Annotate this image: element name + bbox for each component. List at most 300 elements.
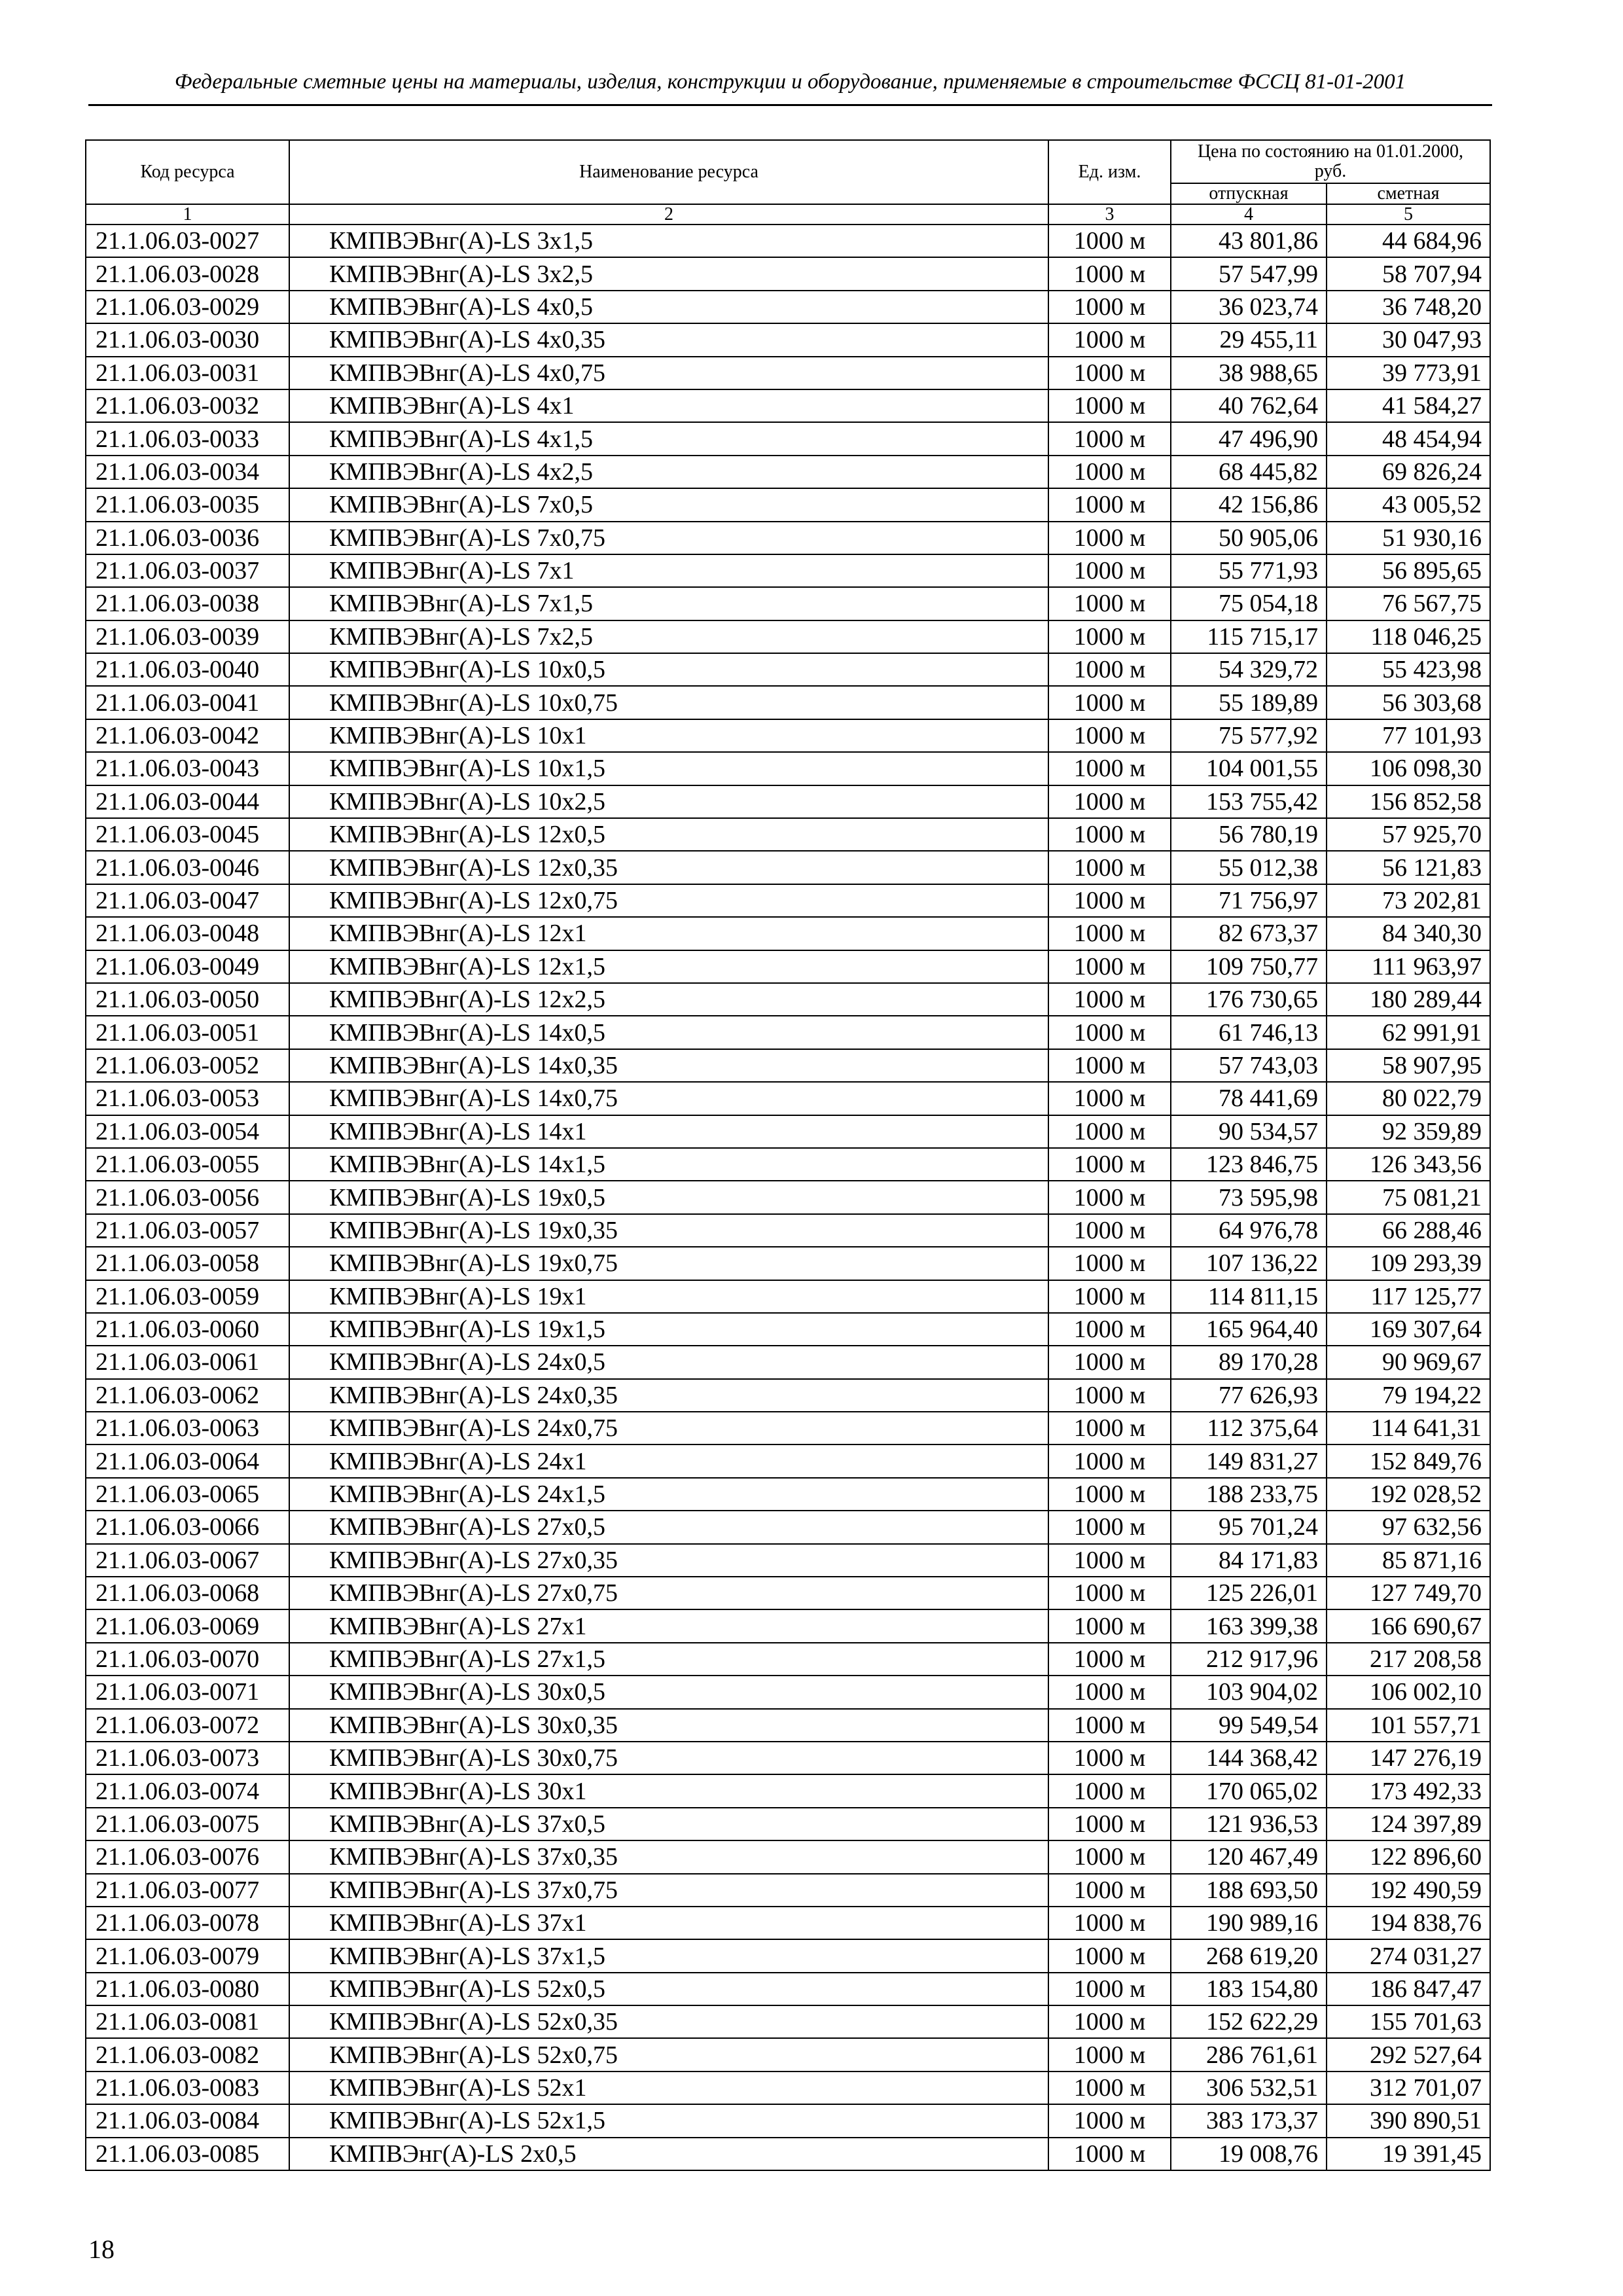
resource-name: КМПВЭВнг(A)-LS 12х0,75 xyxy=(289,884,1048,917)
unit-of-measure: 1000 м xyxy=(1048,1808,1171,1840)
table-row xyxy=(86,983,1490,1016)
estimate-price: 156 852,58 xyxy=(1327,785,1490,818)
resource-code: 21.1.06.03-0044 xyxy=(86,785,289,818)
resource-code: 21.1.06.03-0051 xyxy=(86,1016,289,1049)
release-price: 42 156,86 xyxy=(1171,488,1327,521)
column-number: 3 xyxy=(1048,204,1171,224)
header-name: Наименование ресурса xyxy=(289,140,1048,204)
release-price: 43 801,86 xyxy=(1171,224,1327,257)
resource-code: 21.1.06.03-0063 xyxy=(86,1412,289,1444)
release-price: 112 375,64 xyxy=(1171,1412,1327,1444)
table-row xyxy=(86,818,1490,851)
table-row xyxy=(86,1247,1490,1280)
unit-of-measure: 1000 м xyxy=(1048,1016,1171,1049)
unit-of-measure: 1000 м xyxy=(1048,1148,1171,1181)
release-price: 268 619,20 xyxy=(1171,1939,1327,1972)
resource-code: 21.1.06.03-0029 xyxy=(86,291,289,323)
resource-name: КМПВЭВнг(A)-LS 10х1,5 xyxy=(289,752,1048,785)
table-row xyxy=(86,2138,1490,2170)
estimate-price: 56 121,83 xyxy=(1327,851,1490,884)
release-price: 56 780,19 xyxy=(1171,818,1327,851)
unit-of-measure: 1000 м xyxy=(1048,1973,1171,2005)
price-table xyxy=(85,139,1491,2171)
table-row xyxy=(86,884,1490,917)
header-release-price: отпускная xyxy=(1171,183,1327,204)
resource-code: 21.1.06.03-0072 xyxy=(86,1709,289,1742)
table-row xyxy=(86,1412,1490,1444)
release-price: 125 226,01 xyxy=(1171,1577,1327,1609)
page-number: 18 xyxy=(88,2234,115,2264)
estimate-price: 62 991,91 xyxy=(1327,1016,1490,1049)
estimate-price: 97 632,56 xyxy=(1327,1511,1490,1543)
resource-code: 21.1.06.03-0056 xyxy=(86,1181,289,1213)
unit-of-measure: 1000 м xyxy=(1048,522,1171,554)
resource-code: 21.1.06.03-0030 xyxy=(86,323,289,356)
resource-code: 21.1.06.03-0068 xyxy=(86,1577,289,1609)
column-number: 5 xyxy=(1327,204,1490,224)
unit-of-measure: 1000 м xyxy=(1048,1742,1171,1774)
resource-name: КМПВЭВнг(A)-LS 37х0,5 xyxy=(289,1808,1048,1840)
table-row xyxy=(86,291,1490,323)
resource-code: 21.1.06.03-0046 xyxy=(86,851,289,884)
header-estimate-price: сметная xyxy=(1327,183,1490,204)
resource-code: 21.1.06.03-0079 xyxy=(86,1939,289,1972)
estimate-price: 109 293,39 xyxy=(1327,1247,1490,1280)
resource-name: КМПВЭВнг(A)-LS 12х0,35 xyxy=(289,851,1048,884)
estimate-price: 36 748,20 xyxy=(1327,291,1490,323)
table-row xyxy=(86,2005,1490,2038)
resource-code: 21.1.06.03-0036 xyxy=(86,522,289,554)
resource-code: 21.1.06.03-0042 xyxy=(86,719,289,752)
release-price: 212 917,96 xyxy=(1171,1643,1327,1676)
estimate-price: 180 289,44 xyxy=(1327,983,1490,1016)
estimate-price: 192 028,52 xyxy=(1327,1478,1490,1511)
release-price: 149 831,27 xyxy=(1171,1444,1327,1477)
estimate-price: 292 527,64 xyxy=(1327,2038,1490,2071)
unit-of-measure: 1000 м xyxy=(1048,1280,1171,1313)
unit-of-measure: 1000 м xyxy=(1048,1544,1171,1577)
table-row xyxy=(86,1544,1490,1577)
table-row xyxy=(86,1016,1490,1049)
release-price: 383 173,37 xyxy=(1171,2104,1327,2137)
table-row xyxy=(86,357,1490,389)
resource-code: 21.1.06.03-0071 xyxy=(86,1676,289,1708)
table-row xyxy=(86,1049,1490,1082)
resource-name: КМПВЭВнг(A)-LS 37х0,35 xyxy=(289,1840,1048,1873)
resource-code: 21.1.06.03-0078 xyxy=(86,1907,289,1939)
resource-code: 21.1.06.03-0075 xyxy=(86,1808,289,1840)
release-price: 103 904,02 xyxy=(1171,1676,1327,1708)
table-row xyxy=(86,1774,1490,1807)
table-row xyxy=(86,1082,1490,1115)
release-price: 89 170,28 xyxy=(1171,1346,1327,1378)
estimate-price: 114 641,31 xyxy=(1327,1412,1490,1444)
resource-code: 21.1.06.03-0033 xyxy=(86,422,289,455)
estimate-price: 122 896,60 xyxy=(1327,1840,1490,1873)
estimate-price: 194 838,76 xyxy=(1327,1907,1490,1939)
resource-name: КМПВЭВнг(A)-LS 30х0,35 xyxy=(289,1709,1048,1742)
estimate-price: 101 557,71 xyxy=(1327,1709,1490,1742)
unit-of-measure: 1000 м xyxy=(1048,1115,1171,1148)
estimate-price: 66 288,46 xyxy=(1327,1214,1490,1247)
unit-of-measure: 1000 м xyxy=(1048,323,1171,356)
unit-of-measure: 1000 м xyxy=(1048,785,1171,818)
resource-name: КМПВЭВнг(A)-LS 4х1 xyxy=(289,389,1048,422)
resource-name: КМПВЭВнг(A)-LS 3х2,5 xyxy=(289,257,1048,290)
resource-code: 21.1.06.03-0050 xyxy=(86,983,289,1016)
unit-of-measure: 1000 м xyxy=(1048,1181,1171,1213)
table-row xyxy=(86,587,1490,620)
resource-code: 21.1.06.03-0074 xyxy=(86,1774,289,1807)
unit-of-measure: 1000 м xyxy=(1048,2104,1171,2137)
estimate-price: 124 397,89 xyxy=(1327,1808,1490,1840)
table-row xyxy=(86,456,1490,488)
table-row xyxy=(86,1214,1490,1247)
table-row xyxy=(86,1840,1490,1873)
estimate-price: 90 969,67 xyxy=(1327,1346,1490,1378)
resource-name: КМПВЭВнг(A)-LS 12х0,5 xyxy=(289,818,1048,851)
table-row xyxy=(86,950,1490,983)
release-price: 55 189,89 xyxy=(1171,686,1327,719)
table-row xyxy=(86,1115,1490,1148)
resource-code: 21.1.06.03-0027 xyxy=(86,224,289,257)
table-row xyxy=(86,323,1490,356)
release-price: 77 626,93 xyxy=(1171,1379,1327,1412)
resource-name: КМПВЭВнг(A)-LS 4х0,35 xyxy=(289,323,1048,356)
unit-of-measure: 1000 м xyxy=(1048,224,1171,257)
estimate-price: 118 046,25 xyxy=(1327,620,1490,653)
estimate-price: 147 276,19 xyxy=(1327,1742,1490,1774)
resource-name: КМПВЭВнг(A)-LS 12х2,5 xyxy=(289,983,1048,1016)
resource-name: КМПВЭВнг(A)-LS 19х0,35 xyxy=(289,1214,1048,1247)
estimate-price: 312 701,07 xyxy=(1327,2072,1490,2104)
resource-name: КМПВЭВнг(A)-LS 24х0,75 xyxy=(289,1412,1048,1444)
resource-name: КМПВЭВнг(A)-LS 19х0,75 xyxy=(289,1247,1048,1280)
estimate-price: 126 343,56 xyxy=(1327,1148,1490,1181)
unit-of-measure: 1000 м xyxy=(1048,1346,1171,1378)
table-row xyxy=(86,1939,1490,1972)
table-row xyxy=(86,522,1490,554)
resource-name: КМПВЭВнг(A)-LS 52х1,5 xyxy=(289,2104,1048,2137)
unit-of-measure: 1000 м xyxy=(1048,257,1171,290)
resource-code: 21.1.06.03-0062 xyxy=(86,1379,289,1412)
header-unit: Ед. изм. xyxy=(1048,140,1171,204)
resource-name: КМПВЭВнг(A)-LS 10х2,5 xyxy=(289,785,1048,818)
estimate-price: 58 907,95 xyxy=(1327,1049,1490,1082)
release-price: 176 730,65 xyxy=(1171,983,1327,1016)
resource-name: КМПВЭВнг(A)-LS 14х1 xyxy=(289,1115,1048,1148)
release-price: 36 023,74 xyxy=(1171,291,1327,323)
unit-of-measure: 1000 м xyxy=(1048,291,1171,323)
resource-code: 21.1.06.03-0077 xyxy=(86,1874,289,1907)
table-row xyxy=(86,2104,1490,2137)
estimate-price: 51 930,16 xyxy=(1327,522,1490,554)
estimate-price: 106 098,30 xyxy=(1327,752,1490,785)
resource-name: КМПВЭВнг(A)-LS 30х0,5 xyxy=(289,1676,1048,1708)
resource-code: 21.1.06.03-0060 xyxy=(86,1313,289,1346)
resource-code: 21.1.06.03-0031 xyxy=(86,357,289,389)
estimate-price: 75 081,21 xyxy=(1327,1181,1490,1213)
resource-name: КМПВЭВнг(A)-LS 27х1 xyxy=(289,1609,1048,1642)
table-row xyxy=(86,1577,1490,1609)
unit-of-measure: 1000 м xyxy=(1048,1874,1171,1907)
table-row xyxy=(86,1742,1490,1774)
table-row xyxy=(86,1511,1490,1543)
resource-code: 21.1.06.03-0035 xyxy=(86,488,289,521)
release-price: 104 001,55 xyxy=(1171,752,1327,785)
release-price: 57 743,03 xyxy=(1171,1049,1327,1082)
resource-code: 21.1.06.03-0043 xyxy=(86,752,289,785)
release-price: 75 577,92 xyxy=(1171,719,1327,752)
unit-of-measure: 1000 м xyxy=(1048,653,1171,686)
resource-code: 21.1.06.03-0065 xyxy=(86,1478,289,1511)
resource-name: КМПВЭВнг(A)-LS 4х2,5 xyxy=(289,456,1048,488)
table-row xyxy=(86,1313,1490,1346)
resource-code: 21.1.06.03-0084 xyxy=(86,2104,289,2137)
resource-code: 21.1.06.03-0037 xyxy=(86,554,289,587)
estimate-price: 56 895,65 xyxy=(1327,554,1490,587)
table-row xyxy=(86,1280,1490,1313)
estimate-price: 55 423,98 xyxy=(1327,653,1490,686)
unit-of-measure: 1000 м xyxy=(1048,1412,1171,1444)
resource-code: 21.1.06.03-0034 xyxy=(86,456,289,488)
release-price: 306 532,51 xyxy=(1171,2072,1327,2104)
resource-code: 21.1.06.03-0049 xyxy=(86,950,289,983)
resource-code: 21.1.06.03-0061 xyxy=(86,1346,289,1378)
resource-code: 21.1.06.03-0066 xyxy=(86,1511,289,1543)
unit-of-measure: 1000 м xyxy=(1048,2038,1171,2071)
estimate-price: 84 340,30 xyxy=(1327,917,1490,950)
table-row xyxy=(86,1609,1490,1642)
resource-name: КМПВЭВнг(A)-LS 14х0,75 xyxy=(289,1082,1048,1115)
release-price: 75 054,18 xyxy=(1171,587,1327,620)
unit-of-measure: 1000 м xyxy=(1048,1049,1171,1082)
resource-name: КМПВЭВнг(A)-LS 24х0,5 xyxy=(289,1346,1048,1378)
unit-of-measure: 1000 м xyxy=(1048,422,1171,455)
table-row xyxy=(86,2038,1490,2071)
resource-name: КМПВЭВнг(A)-LS 27х0,35 xyxy=(289,1544,1048,1577)
estimate-price: 111 963,97 xyxy=(1327,950,1490,983)
resource-name: КМПВЭВнг(A)-LS 14х0,5 xyxy=(289,1016,1048,1049)
resource-code: 21.1.06.03-0053 xyxy=(86,1082,289,1115)
table-row xyxy=(86,752,1490,785)
unit-of-measure: 1000 м xyxy=(1048,1643,1171,1676)
table-row xyxy=(86,1808,1490,1840)
resource-name: КМПВЭВнг(A)-LS 4х0,5 xyxy=(289,291,1048,323)
release-price: 114 811,15 xyxy=(1171,1280,1327,1313)
resource-code: 21.1.06.03-0047 xyxy=(86,884,289,917)
release-price: 115 715,17 xyxy=(1171,620,1327,653)
resource-name: КМПВЭВнг(A)-LS 52х0,35 xyxy=(289,2005,1048,2038)
release-price: 29 455,11 xyxy=(1171,323,1327,356)
estimate-price: 390 890,51 xyxy=(1327,2104,1490,2137)
unit-of-measure: 1000 м xyxy=(1048,818,1171,851)
estimate-price: 117 125,77 xyxy=(1327,1280,1490,1313)
table-row xyxy=(86,1346,1490,1378)
unit-of-measure: 1000 м xyxy=(1048,2138,1171,2170)
release-price: 71 756,97 xyxy=(1171,884,1327,917)
unit-of-measure: 1000 м xyxy=(1048,1082,1171,1115)
estimate-price: 43 005,52 xyxy=(1327,488,1490,521)
estimate-price: 274 031,27 xyxy=(1327,1939,1490,1972)
resource-name: КМПВЭВнг(A)-LS 10х0,75 xyxy=(289,686,1048,719)
estimate-price: 155 701,63 xyxy=(1327,2005,1490,2038)
unit-of-measure: 1000 м xyxy=(1048,2005,1171,2038)
release-price: 120 467,49 xyxy=(1171,1840,1327,1873)
resource-name: КМПВЭнг(A)-LS 2х0,5 xyxy=(289,2138,1048,2170)
unit-of-measure: 1000 м xyxy=(1048,917,1171,950)
resource-code: 21.1.06.03-0082 xyxy=(86,2038,289,2071)
table-row xyxy=(86,2072,1490,2104)
resource-code: 21.1.06.03-0076 xyxy=(86,1840,289,1873)
release-price: 107 136,22 xyxy=(1171,1247,1327,1280)
table-row xyxy=(86,1181,1490,1213)
unit-of-measure: 1000 м xyxy=(1048,1379,1171,1412)
estimate-price: 77 101,93 xyxy=(1327,719,1490,752)
table-row xyxy=(86,1643,1490,1676)
unit-of-measure: 1000 м xyxy=(1048,950,1171,983)
unit-of-measure: 1000 м xyxy=(1048,488,1171,521)
unit-of-measure: 1000 м xyxy=(1048,884,1171,917)
unit-of-measure: 1000 м xyxy=(1048,1774,1171,1807)
resource-name: КМПВЭВнг(A)-LS 7х2,5 xyxy=(289,620,1048,653)
release-price: 121 936,53 xyxy=(1171,1808,1327,1840)
resource-name: КМПВЭВнг(A)-LS 27х0,75 xyxy=(289,1577,1048,1609)
resource-code: 21.1.06.03-0045 xyxy=(86,818,289,851)
estimate-price: 41 584,27 xyxy=(1327,389,1490,422)
table-row xyxy=(86,554,1490,587)
unit-of-measure: 1000 м xyxy=(1048,1939,1171,1972)
release-price: 47 496,90 xyxy=(1171,422,1327,455)
table-row xyxy=(86,488,1490,521)
table-row xyxy=(86,653,1490,686)
resource-name: КМПВЭВнг(A)-LS 7х1,5 xyxy=(289,587,1048,620)
resource-code: 21.1.06.03-0083 xyxy=(86,2072,289,2104)
resource-code: 21.1.06.03-0041 xyxy=(86,686,289,719)
resource-name: КМПВЭВнг(A)-LS 52х0,5 xyxy=(289,1973,1048,2005)
resource-code: 21.1.06.03-0080 xyxy=(86,1973,289,2005)
resource-name: КМПВЭВнг(A)-LS 19х0,5 xyxy=(289,1181,1048,1213)
estimate-price: 217 208,58 xyxy=(1327,1643,1490,1676)
column-number: 4 xyxy=(1171,204,1327,224)
estimate-price: 173 492,33 xyxy=(1327,1774,1490,1807)
release-price: 82 673,37 xyxy=(1171,917,1327,950)
unit-of-measure: 1000 м xyxy=(1048,1709,1171,1742)
release-price: 109 750,77 xyxy=(1171,950,1327,983)
table-row xyxy=(86,1676,1490,1708)
table-row xyxy=(86,851,1490,884)
release-price: 190 989,16 xyxy=(1171,1907,1327,1939)
resource-name: КМПВЭВнг(A)-LS 7х0,75 xyxy=(289,522,1048,554)
resource-name: КМПВЭВнг(A)-LS 12х1,5 xyxy=(289,950,1048,983)
resource-name: КМПВЭВнг(A)-LS 24х1,5 xyxy=(289,1478,1048,1511)
release-price: 50 905,06 xyxy=(1171,522,1327,554)
resource-code: 21.1.06.03-0054 xyxy=(86,1115,289,1148)
release-price: 73 595,98 xyxy=(1171,1181,1327,1213)
estimate-price: 58 707,94 xyxy=(1327,257,1490,290)
resource-code: 21.1.06.03-0057 xyxy=(86,1214,289,1247)
resource-code: 21.1.06.03-0038 xyxy=(86,587,289,620)
resource-name: КМПВЭВнг(A)-LS 24х1 xyxy=(289,1444,1048,1477)
estimate-price: 76 567,75 xyxy=(1327,587,1490,620)
resource-name: КМПВЭВнг(A)-LS 12х1 xyxy=(289,917,1048,950)
release-price: 38 988,65 xyxy=(1171,357,1327,389)
resource-code: 21.1.06.03-0028 xyxy=(86,257,289,290)
release-price: 84 171,83 xyxy=(1171,1544,1327,1577)
unit-of-measure: 1000 м xyxy=(1048,2072,1171,2104)
release-price: 54 329,72 xyxy=(1171,653,1327,686)
release-price: 78 441,69 xyxy=(1171,1082,1327,1115)
resource-name: КМПВЭВнг(A)-LS 19х1,5 xyxy=(289,1313,1048,1346)
unit-of-measure: 1000 м xyxy=(1048,1444,1171,1477)
resource-name: КМПВЭВнг(A)-LS 52х0,75 xyxy=(289,2038,1048,2071)
unit-of-measure: 1000 м xyxy=(1048,1840,1171,1873)
unit-of-measure: 1000 м xyxy=(1048,719,1171,752)
unit-of-measure: 1000 м xyxy=(1048,686,1171,719)
resource-name: КМПВЭВнг(A)-LS 10х0,5 xyxy=(289,653,1048,686)
unit-of-measure: 1000 м xyxy=(1048,851,1171,884)
column-number: 1 xyxy=(86,204,289,224)
unit-of-measure: 1000 м xyxy=(1048,587,1171,620)
release-price: 188 233,75 xyxy=(1171,1478,1327,1511)
release-price: 188 693,50 xyxy=(1171,1874,1327,1907)
table-row xyxy=(86,686,1490,719)
resource-name: КМПВЭВнг(A)-LS 3х1,5 xyxy=(289,224,1048,257)
release-price: 170 065,02 xyxy=(1171,1774,1327,1807)
table-row xyxy=(86,1379,1490,1412)
unit-of-measure: 1000 м xyxy=(1048,1577,1171,1609)
resource-code: 21.1.06.03-0085 xyxy=(86,2138,289,2170)
resource-code: 21.1.06.03-0048 xyxy=(86,917,289,950)
resource-code: 21.1.06.03-0040 xyxy=(86,653,289,686)
resource-code: 21.1.06.03-0064 xyxy=(86,1444,289,1477)
estimate-price: 166 690,67 xyxy=(1327,1609,1490,1642)
release-price: 95 701,24 xyxy=(1171,1511,1327,1543)
estimate-price: 85 871,16 xyxy=(1327,1544,1490,1577)
unit-of-measure: 1000 м xyxy=(1048,456,1171,488)
release-price: 144 368,42 xyxy=(1171,1742,1327,1774)
release-price: 55 012,38 xyxy=(1171,851,1327,884)
table-row xyxy=(86,1444,1490,1477)
table-row xyxy=(86,785,1490,818)
resource-name: КМПВЭВнг(A)-LS 10х1 xyxy=(289,719,1048,752)
estimate-price: 39 773,91 xyxy=(1327,357,1490,389)
estimate-price: 152 849,76 xyxy=(1327,1444,1490,1477)
table-row xyxy=(86,422,1490,455)
resource-name: КМПВЭВнг(A)-LS 27х1,5 xyxy=(289,1643,1048,1676)
release-price: 57 547,99 xyxy=(1171,257,1327,290)
resource-name: КМПВЭВнг(A)-LS 24х0,35 xyxy=(289,1379,1048,1412)
resource-code: 21.1.06.03-0059 xyxy=(86,1280,289,1313)
release-price: 64 976,78 xyxy=(1171,1214,1327,1247)
resource-code: 21.1.06.03-0073 xyxy=(86,1742,289,1774)
unit-of-measure: 1000 м xyxy=(1048,983,1171,1016)
resource-name: КМПВЭВнг(A)-LS 27х0,5 xyxy=(289,1511,1048,1543)
release-price: 40 762,64 xyxy=(1171,389,1327,422)
unit-of-measure: 1000 м xyxy=(1048,1247,1171,1280)
header-code: Код ресурса xyxy=(86,140,289,204)
header-price-group: Цена по состоянию на 01.01.2000, руб. xyxy=(1171,140,1490,183)
table-row xyxy=(86,1709,1490,1742)
resource-code: 21.1.06.03-0067 xyxy=(86,1544,289,1577)
page-header-title: Федеральные сметные цены на материалы, изделия, конструкции и оборудование, применяемые в строительстве ФССЦ 81-01-2001 xyxy=(88,67,1492,106)
release-price: 123 846,75 xyxy=(1171,1148,1327,1181)
release-price: 153 755,42 xyxy=(1171,785,1327,818)
unit-of-measure: 1000 м xyxy=(1048,389,1171,422)
resource-name: КМПВЭВнг(A)-LS 30х0,75 xyxy=(289,1742,1048,1774)
table-row xyxy=(86,917,1490,950)
release-price: 163 399,38 xyxy=(1171,1609,1327,1642)
